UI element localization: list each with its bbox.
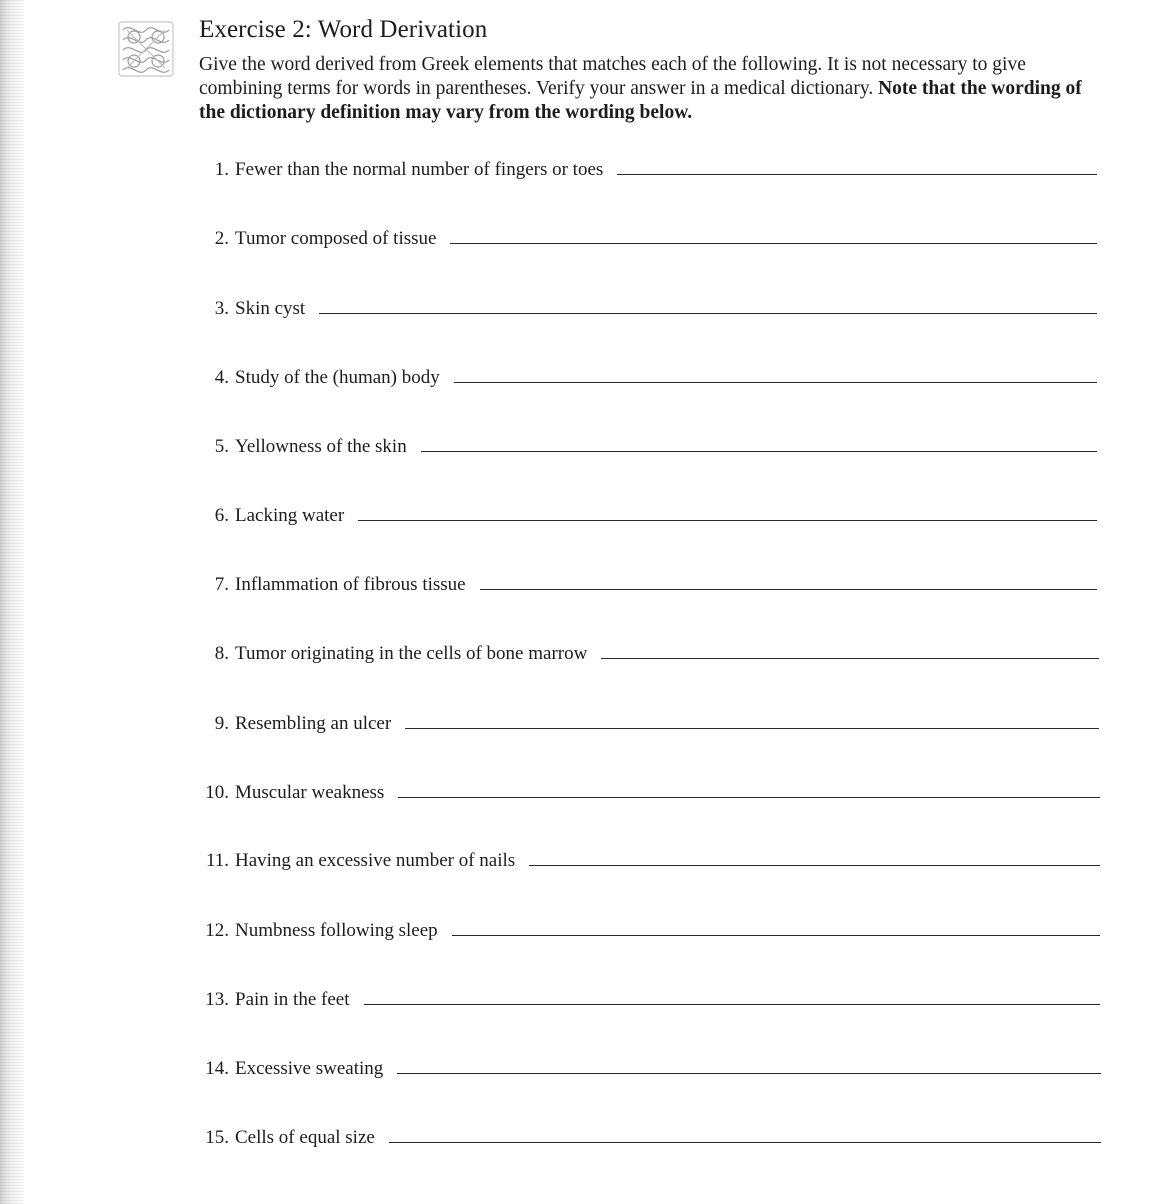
question-number: 4. [214, 367, 229, 388]
instructions-note: Note that the wording of the dictionary definition may vary from the wording below. [199, 78, 1082, 123]
question-number: 13. [205, 989, 229, 1010]
question-number: 6. [214, 505, 229, 526]
question-text: Muscular weakness [235, 782, 385, 803]
answer-line[interactable] [529, 864, 1100, 866]
question-number: 12. [205, 920, 229, 941]
question-text: Yellowness of the skin [235, 436, 407, 457]
question-text: Skin cyst [235, 298, 306, 319]
question-item [203, 505, 1097, 527]
question-number: 14. [205, 1058, 229, 1079]
question-text: Having an excessive number of nails [235, 850, 516, 871]
question-text: Cells of equal size [235, 1127, 375, 1148]
question-text: Inflammation of fibrous tissue [235, 574, 466, 595]
answer-line[interactable] [364, 1003, 1101, 1005]
exercise-label: Exercise 2: [199, 16, 312, 43]
question-text: Numbness following sleep [235, 920, 438, 941]
question-number: 3. [214, 298, 229, 319]
question-text: Resembling an ulcer [235, 713, 392, 734]
question-item [203, 436, 1097, 458]
question-text: Tumor composed of tissue [235, 228, 437, 249]
question-number: 2. [214, 228, 229, 249]
question-number: 11. [205, 850, 229, 871]
question-number: 5. [214, 436, 229, 457]
answer-line[interactable] [480, 588, 1097, 590]
answer-line[interactable] [398, 796, 1100, 798]
question-item [203, 850, 1100, 872]
question-item [203, 1127, 1101, 1149]
question-item [203, 159, 1097, 181]
answer-line[interactable] [319, 312, 1097, 314]
question-number: 1. [214, 159, 229, 180]
answer-line[interactable] [405, 727, 1099, 729]
question-item [203, 713, 1099, 735]
answer-line[interactable] [617, 173, 1097, 175]
question-text: Fewer than the normal number of fingers or toes [235, 159, 604, 180]
answer-line[interactable] [389, 1141, 1101, 1143]
question-item [203, 643, 1099, 665]
answer-line[interactable] [452, 934, 1100, 936]
question-item [203, 367, 1097, 389]
question-item [203, 298, 1097, 320]
question-text: Excessive sweating [235, 1058, 384, 1079]
question-text: Pain in the feet [235, 989, 350, 1010]
answer-line[interactable] [601, 657, 1099, 659]
question-item [203, 782, 1100, 804]
question-item [203, 574, 1097, 596]
answer-line[interactable] [450, 242, 1097, 244]
answer-line[interactable] [397, 1072, 1101, 1074]
question-item [203, 920, 1100, 942]
question-number: 15. [205, 1127, 229, 1148]
answer-line[interactable] [454, 381, 1097, 383]
question-number: 8. [214, 643, 229, 664]
question-text: Lacking water [235, 505, 345, 526]
instructions-text: Give the word derived from Greek elements that matches each of the following. It is not necessary to give combining terms for words in parentheses. Verify your answer in a medical dictionary. [199, 54, 1026, 99]
answer-line[interactable] [421, 450, 1097, 452]
question-text: Tumor originating in the cells of bone marrow [235, 643, 588, 664]
question-text: Study of the (human) body [235, 367, 440, 388]
question-item [203, 228, 1097, 250]
answer-line[interactable] [358, 519, 1097, 521]
question-number: 10. [205, 782, 229, 803]
question-number: 9. [214, 713, 229, 734]
question-item [203, 1058, 1101, 1080]
exercise-name: Word Derivation [317, 16, 488, 43]
question-item [203, 989, 1100, 1011]
question-number: 7. [214, 574, 229, 595]
